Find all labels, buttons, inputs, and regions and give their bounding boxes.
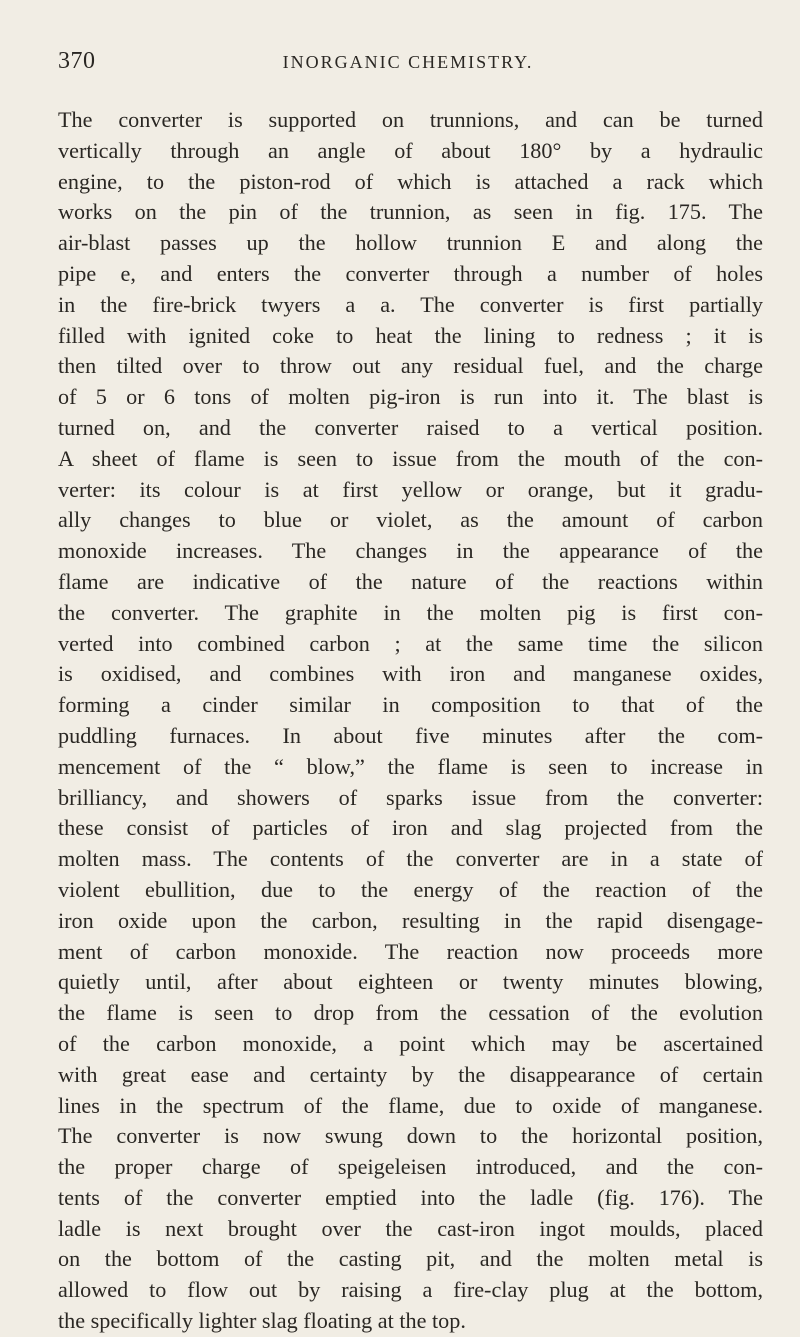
text-line: the converter. The graphite in the molten pig is first con- bbox=[58, 599, 763, 625]
text-line: vertically through an angle of about 180° by a hydraulic bbox=[58, 137, 763, 163]
text-line: ment of carbon monoxide. The reaction now proceeds more bbox=[58, 938, 763, 964]
text-line: monoxide increases. The changes in the appearance of the bbox=[58, 538, 763, 564]
text-line: verter: its colour is at first yellow or orange, but it gradu- bbox=[58, 476, 763, 502]
text-line: iron oxide upon the carbon, resulting in the rapid disengage- bbox=[58, 907, 763, 933]
text-line: of the carbon monoxide, a point which may be ascertained bbox=[58, 1030, 763, 1056]
text-line: then tilted over to throw out any residual fuel, and the charge bbox=[58, 353, 763, 379]
page-header bbox=[58, 48, 758, 88]
running-head: INORGANIC CHEMISTRY. bbox=[282, 52, 534, 72]
text-line: ally changes to blue or violet, as the amount of carbon bbox=[58, 507, 763, 533]
text-line: The converter is now swung down to the horizontal position, bbox=[58, 1123, 763, 1149]
text-line: in the fire-brick twyers a a. The converter is first partially bbox=[58, 291, 763, 317]
text-line: on the bottom of the casting pit, and the molten metal is bbox=[58, 1246, 763, 1272]
text-line: brilliancy, and showers of sparks issue from the converter: bbox=[58, 784, 763, 810]
text-line: pipe e, and enters the converter through a number of holes bbox=[58, 260, 763, 286]
body-paragraph bbox=[58, 105, 763, 1337]
text-line: of 5 or 6 tons of molten pig-iron is run into it. The blast is bbox=[58, 384, 763, 410]
text-line: lines in the spectrum of the flame, due to oxide of manganese. bbox=[58, 1092, 763, 1118]
text-line: the proper charge of speigeleisen introduced, and the con- bbox=[58, 1154, 763, 1180]
text-line: violent ebullition, due to the energy of the reaction of the bbox=[58, 876, 763, 902]
text-line: the flame is seen to drop from the cessation of the evolution bbox=[58, 1000, 763, 1026]
text-line: verted into combined carbon ; at the same time the silicon bbox=[58, 630, 763, 656]
text-line: engine, to the piston-rod of which is attached a rack which bbox=[58, 168, 763, 194]
text-line: filled with ignited coke to heat the lining to redness ; it is bbox=[58, 322, 763, 348]
text-line: tents of the converter emptied into the ladle (fig. 176). The bbox=[58, 1184, 763, 1210]
text-line: A sheet of flame is seen to issue from the mouth of the con- bbox=[58, 445, 763, 471]
page-number: 370 bbox=[58, 48, 96, 74]
text-line: The converter is supported on trunnions, and can be turned bbox=[58, 107, 763, 132]
text-line: molten mass. The contents of the converter are in a state of bbox=[58, 846, 763, 872]
text-line: turned on, and the converter raised to a vertical position. bbox=[58, 414, 763, 440]
text-line: ladle is next brought over the cast-iron ingot moulds, placed bbox=[58, 1215, 763, 1241]
text-line: flame are indicative of the nature of the reactions within bbox=[58, 568, 763, 594]
text-line: with great ease and certainty by the disappearance of certain bbox=[58, 1061, 763, 1087]
text-line: these consist of particles of iron and slag projected from the bbox=[58, 815, 763, 841]
text-line: mencement of the “ blow,” the flame is seen to increase in bbox=[58, 753, 763, 779]
text-line: quietly until, after about eighteen or twenty minutes blowing, bbox=[58, 969, 763, 995]
text-line: forming a cinder similar in composition to that of the bbox=[58, 692, 763, 718]
text-line: works on the pin of the trunnion, as seen in fig. 175. The bbox=[58, 199, 763, 225]
text-line: puddling furnaces. In about five minutes after the com- bbox=[58, 722, 763, 748]
text-line: air-blast passes up the hollow trunnion E and along the bbox=[58, 230, 763, 256]
text-line: is oxidised, and combines with iron and manganese oxides, bbox=[58, 661, 763, 687]
text-line: the specifically lighter slag floating at the top. bbox=[58, 1308, 466, 1334]
text-line: allowed to flow out by raising a fire-clay plug at the bottom, bbox=[58, 1277, 763, 1303]
